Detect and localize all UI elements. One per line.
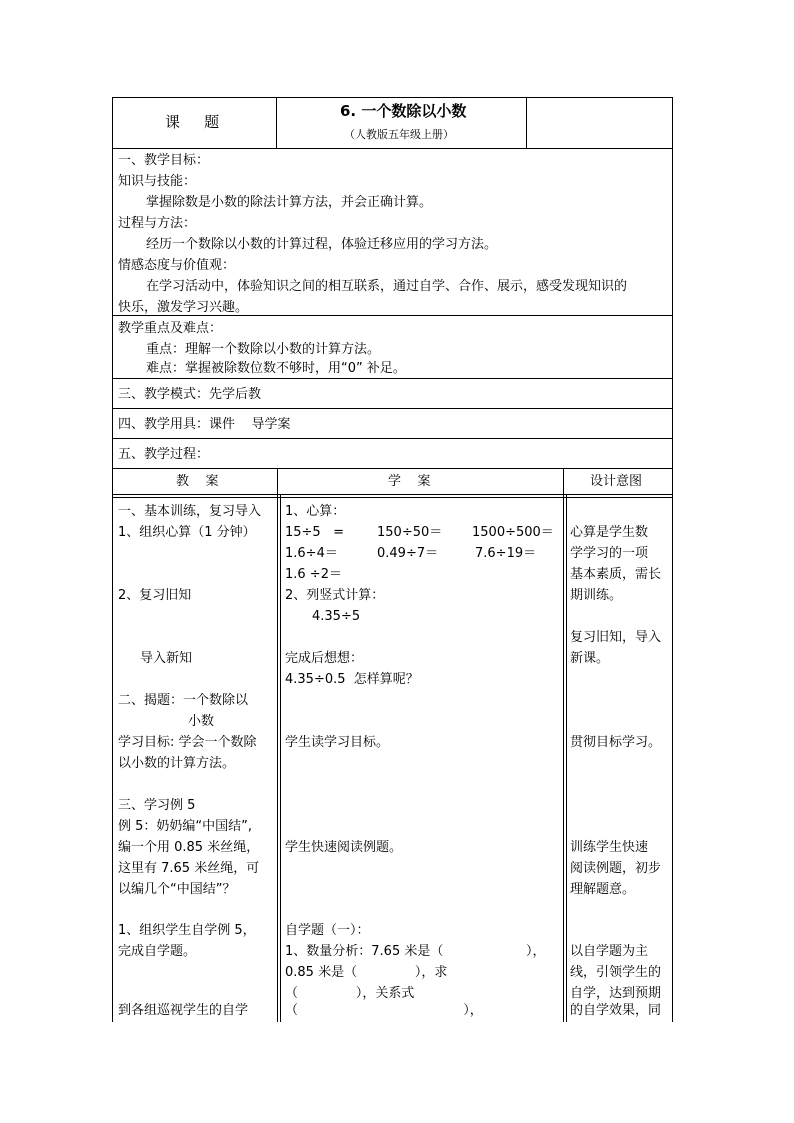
table-border-top — [112, 97, 673, 98]
learning-line: 学生快速阅读例题。 — [285, 840, 403, 855]
learning-line: 4.35÷0.5 怎样算呢？ — [285, 672, 419, 687]
teaching-line: 2、复习旧知 — [118, 588, 192, 603]
design-line: 新课。 — [570, 651, 610, 666]
design-line: 训练学生快速 — [570, 840, 649, 855]
learning-line: 4.35÷5 — [312, 609, 361, 624]
teaching-line: 到各组巡视学生的自学 — [118, 1003, 249, 1018]
design-line: 以自学题为主 — [570, 944, 649, 959]
col-divider — [566, 494, 567, 1022]
knowledge-title: 知识与技能： — [118, 174, 197, 189]
design-line: 自学，达到预期 — [570, 986, 662, 1001]
design-line: 阅读例题，初步 — [570, 861, 662, 876]
learning-line: （ ），关系式 — [285, 986, 415, 1001]
teaching-line: 编一个用 0.85 米丝绳， — [118, 840, 260, 855]
emotion-title: 情感态度与价值观： — [118, 258, 236, 273]
header-col-divider — [276, 97, 277, 149]
design-line: 基本素质，需长 — [570, 567, 662, 582]
table-border-right — [672, 97, 673, 1022]
lesson-subtitle: （人教版五年级上册） — [344, 128, 454, 141]
mental-calc-item: 15÷5 = — [285, 525, 344, 540]
design-line: 心算是学生数 — [570, 525, 649, 540]
mental-calc-item: 1500÷500＝ — [472, 525, 554, 540]
learning-line: （ ）， — [285, 1003, 483, 1018]
mental-calc-item: 1.6 ÷2＝ — [285, 567, 342, 582]
col-heading-teaching: 教 案 — [176, 474, 219, 489]
col-divider — [280, 494, 281, 1022]
learning-line: 1、数量分析：7.65 米是（ ）， — [285, 944, 546, 959]
learning-line: 完成后想想： — [285, 651, 364, 666]
key-points-heading: 教学重点及难点： — [118, 321, 223, 336]
mental-calc-item: 150÷50＝ — [377, 525, 443, 540]
row-divider — [112, 497, 673, 498]
teaching-line: 小数 — [188, 714, 215, 729]
header-col-divider — [526, 97, 527, 149]
row-divider — [112, 438, 673, 439]
knowledge-text: 掌握除数是小数的除法计算方法，并会正确计算。 — [146, 195, 433, 210]
teaching-line: 这里有 7.65 米丝绳，可 — [118, 861, 260, 876]
mental-calc-item: 1.6÷4＝ — [285, 546, 338, 561]
learning-line: 学生读学习目标。 — [285, 735, 390, 750]
teaching-line: 二、揭题：一个数除以 — [118, 693, 249, 708]
design-line: 的自学效果，同 — [570, 1003, 662, 1018]
design-line: 复习旧知，导入 — [570, 630, 662, 645]
teaching-line: 1、组织学生自学例 5， — [118, 923, 256, 938]
learning-line: 0.85 米是（ ），求 — [285, 965, 448, 980]
teaching-line: 1、组织心算（1 分钟） — [118, 525, 256, 540]
design-line: 线，引领学生的 — [570, 965, 662, 980]
teaching-line: 导入新知 — [140, 651, 193, 666]
objectives-heading: 一、教学目标： — [118, 153, 210, 168]
difficulty-point: 难点：掌握被除数位数不够时，用“0” 补足。 — [146, 361, 406, 376]
process-title: 过程与方法： — [118, 216, 197, 231]
col-heading-learning: 学 案 — [388, 474, 431, 489]
learning-line: 1、心算： — [285, 504, 346, 519]
mental-calc-item: 0.49÷7＝ — [377, 546, 439, 561]
process-text: 经历一个数除以小数的计算过程，体验迁移应用的学习方法。 — [146, 237, 498, 252]
teaching-line: 以小数的计算方法。 — [118, 756, 236, 771]
emotion-text: 快乐，激发学习兴趣。 — [118, 300, 249, 315]
process-heading: 五、教学过程： — [118, 447, 210, 462]
teaching-line: 完成自学题。 — [118, 944, 197, 959]
design-line: 理解题意。 — [570, 882, 636, 897]
teaching-mode: 三、教学模式：先学后教 — [118, 387, 262, 402]
lesson-title: 6. 一个数除以小数 — [340, 102, 467, 120]
design-line: 贯彻目标学习。 — [570, 735, 662, 750]
row-divider — [112, 468, 673, 469]
teaching-line: 一、基本训练，复习导入 — [118, 504, 262, 519]
teaching-line: 例 5：奶奶编“中国结”, — [118, 819, 253, 834]
subject-label: 课 题 — [165, 113, 221, 131]
teaching-line: 学习目标: 学会一个数除 — [118, 735, 257, 750]
row-divider — [112, 148, 673, 149]
design-line: 学学习的一项 — [570, 546, 649, 561]
learning-line: 自学题（一）： — [285, 923, 370, 938]
teaching-tools: 四、教学用具：课件 导学案 — [118, 417, 291, 432]
col-heading-design: 设计意图 — [590, 474, 643, 489]
teaching-line: 以编几个“中国结”？ — [118, 882, 236, 897]
mental-calc-item: 7.6÷19＝ — [475, 546, 537, 561]
key-point: 重点：理解一个数除以小数的计算方法。 — [146, 342, 381, 357]
row-divider — [112, 408, 673, 409]
teaching-line: 三、学习例 5 — [118, 798, 196, 813]
emotion-text: 在学习活动中，体验知识之间的相互联系，通过自学、合作、展示，感受发现知识的 — [146, 279, 628, 294]
row-divider — [112, 494, 673, 495]
design-line: 期训练。 — [570, 588, 623, 603]
col-divider — [277, 468, 278, 1022]
learning-line: 2、列竖式计算： — [285, 588, 385, 603]
table-border-left — [112, 97, 113, 1022]
col-divider — [563, 468, 564, 1022]
